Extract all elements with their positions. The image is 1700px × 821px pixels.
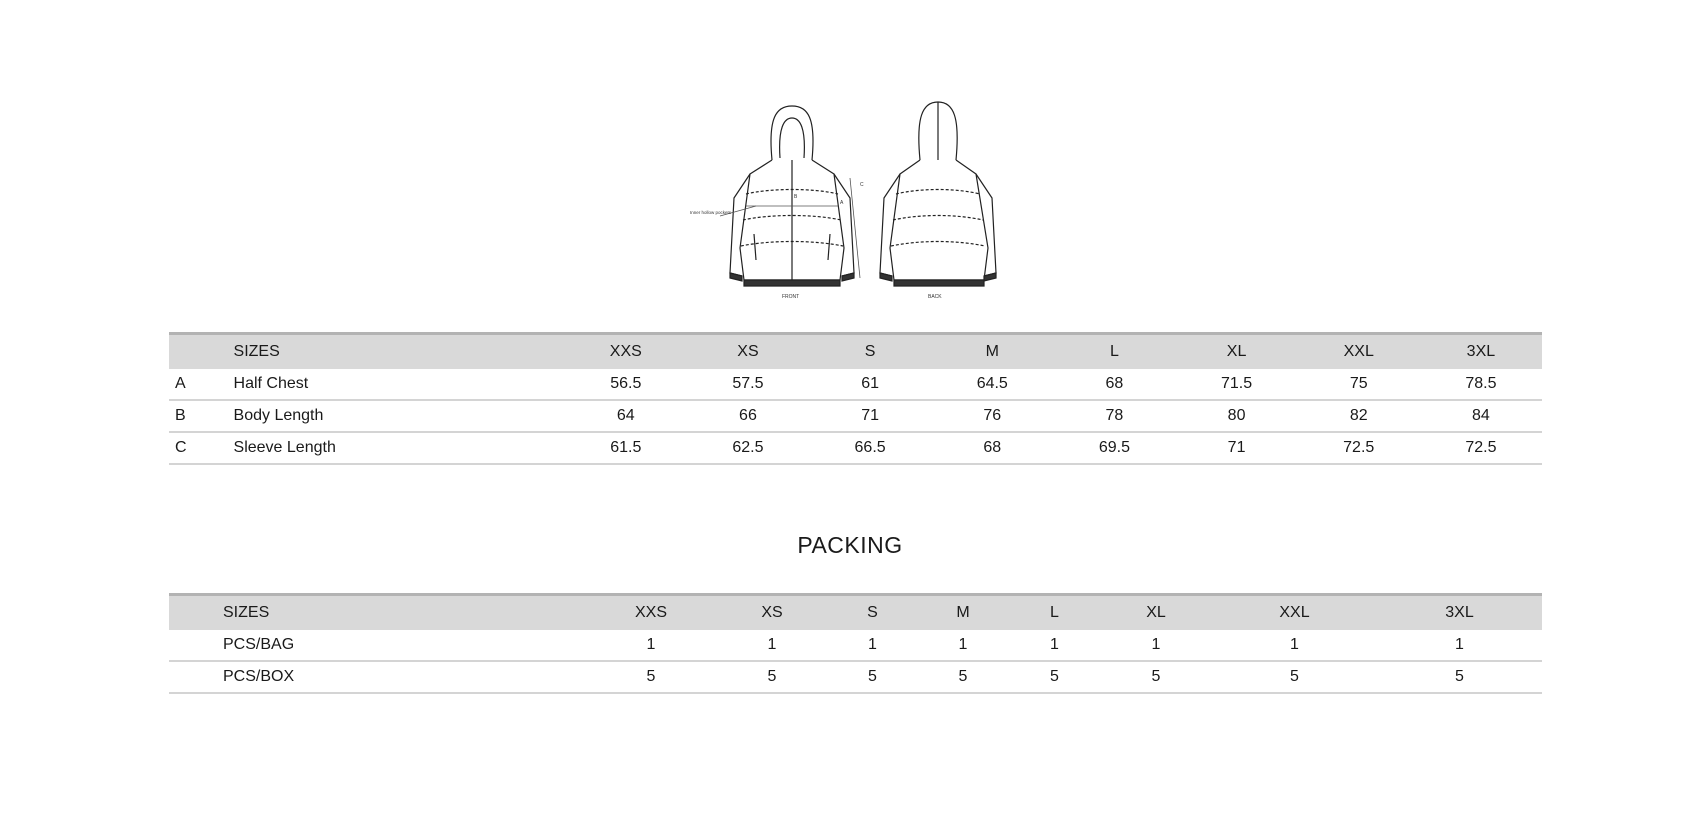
packing-value: 5 — [1290, 668, 1299, 685]
measure-value: 78.5 — [1465, 375, 1497, 392]
size-chart-table — [169, 332, 1542, 465]
measure-value: 69.5 — [1098, 439, 1130, 456]
packing-value: 1 — [767, 636, 777, 653]
measure-value: 56.5 — [610, 375, 642, 392]
measure-value: 72.5 — [1465, 439, 1497, 456]
packing-title: PACKING — [797, 532, 903, 558]
measure-value: 66 — [739, 407, 757, 424]
measure-value: 61 — [861, 375, 879, 392]
packing-value: 1 — [1455, 636, 1464, 653]
packing-row-name: PCS/BAG — [223, 636, 295, 653]
measure-c-label: C — [860, 182, 864, 188]
measure-value: 68 — [983, 439, 1002, 456]
callout-label: Inner hollow pockets — [690, 210, 732, 215]
back-label: BACK — [928, 294, 942, 300]
header-cell-size: S — [809, 334, 931, 370]
measure-b-label: B — [794, 194, 798, 200]
packing-value: 5 — [1050, 668, 1059, 685]
header-cell-size: XL — [1100, 595, 1212, 631]
front-label: FRONT — [782, 294, 800, 300]
packing-value: 1 — [1290, 636, 1299, 653]
measure-code: C — [175, 439, 187, 456]
measure-value: 71 — [1227, 439, 1246, 456]
header-cell-size: M — [917, 595, 1009, 631]
header-cell-size: XXS — [565, 334, 687, 370]
size-chart-header-row — [169, 334, 1542, 370]
packing-value: 5 — [958, 668, 968, 685]
table-row — [169, 661, 1542, 693]
packing-value: 5 — [767, 668, 777, 685]
packing-value: 1 — [868, 636, 877, 653]
table-row — [169, 432, 1542, 464]
measure-value: 75 — [1349, 375, 1368, 392]
header-cell-size: 3XL — [1377, 595, 1542, 631]
header-cell-size: M — [931, 334, 1053, 370]
measure-value: 61.5 — [610, 439, 642, 456]
table-row — [169, 630, 1542, 661]
header-cell-blank — [169, 595, 223, 631]
jacket-back-drawing — [880, 102, 996, 286]
measure-value: 84 — [1472, 407, 1490, 424]
table-row — [169, 369, 1542, 400]
measure-value: 64.5 — [976, 375, 1008, 392]
header-cell-size: XXL — [1298, 334, 1420, 370]
measure-value: 57.5 — [732, 375, 764, 392]
header-cell-sizes: SIZES — [234, 334, 565, 370]
measure-value: 72.5 — [1343, 439, 1375, 456]
jacket-technical-sketch — [690, 98, 1010, 310]
packing-header-row — [169, 595, 1542, 631]
header-cell-size: L — [1053, 334, 1175, 370]
packing-value: 1 — [958, 636, 968, 653]
measure-value: 66.5 — [854, 439, 886, 456]
measure-name: Sleeve Length — [233, 439, 336, 456]
packing-value: 5 — [1455, 668, 1464, 685]
table-row — [169, 400, 1542, 432]
measure-value: 71 — [861, 407, 879, 424]
packing-value: 5 — [646, 668, 656, 685]
header-cell-size: S — [828, 595, 917, 631]
header-cell-size: L — [1009, 595, 1100, 631]
measure-value: 62.5 — [732, 439, 764, 456]
row-spacer — [169, 630, 223, 661]
measure-value: 82 — [1349, 407, 1368, 424]
measure-name: Body Length — [233, 407, 324, 424]
header-cell-sizes: SIZES — [223, 595, 586, 631]
row-spacer — [169, 661, 223, 693]
header-cell-size: XXL — [1212, 595, 1377, 631]
packing-table — [169, 593, 1542, 694]
header-cell-size: XS — [687, 334, 809, 370]
header-cell-size: XL — [1176, 334, 1298, 370]
measure-value: 76 — [983, 407, 1002, 424]
packing-value: 1 — [1050, 636, 1059, 653]
packing-value: 5 — [1151, 668, 1161, 685]
packing-value: 1 — [1151, 636, 1161, 653]
measure-a-label: A — [840, 200, 844, 206]
measure-value: 71.5 — [1221, 375, 1253, 392]
measure-value: 68 — [1105, 375, 1124, 392]
jacket-front-drawing — [720, 106, 860, 286]
packing-value: 5 — [868, 668, 877, 685]
measure-value: 80 — [1227, 407, 1246, 424]
header-cell-size: 3XL — [1420, 334, 1542, 370]
packing-value: 1 — [646, 636, 656, 653]
header-cell-blank — [169, 334, 234, 370]
measure-value: 78 — [1105, 407, 1124, 424]
measure-code: A — [175, 375, 186, 392]
packing-row-name: PCS/BOX — [223, 668, 295, 685]
header-cell-size: XXS — [586, 595, 716, 631]
measure-code: B — [175, 407, 186, 424]
measure-value: 64 — [616, 407, 635, 424]
header-cell-size: XS — [716, 595, 828, 631]
measure-name: Half Chest — [233, 375, 309, 392]
